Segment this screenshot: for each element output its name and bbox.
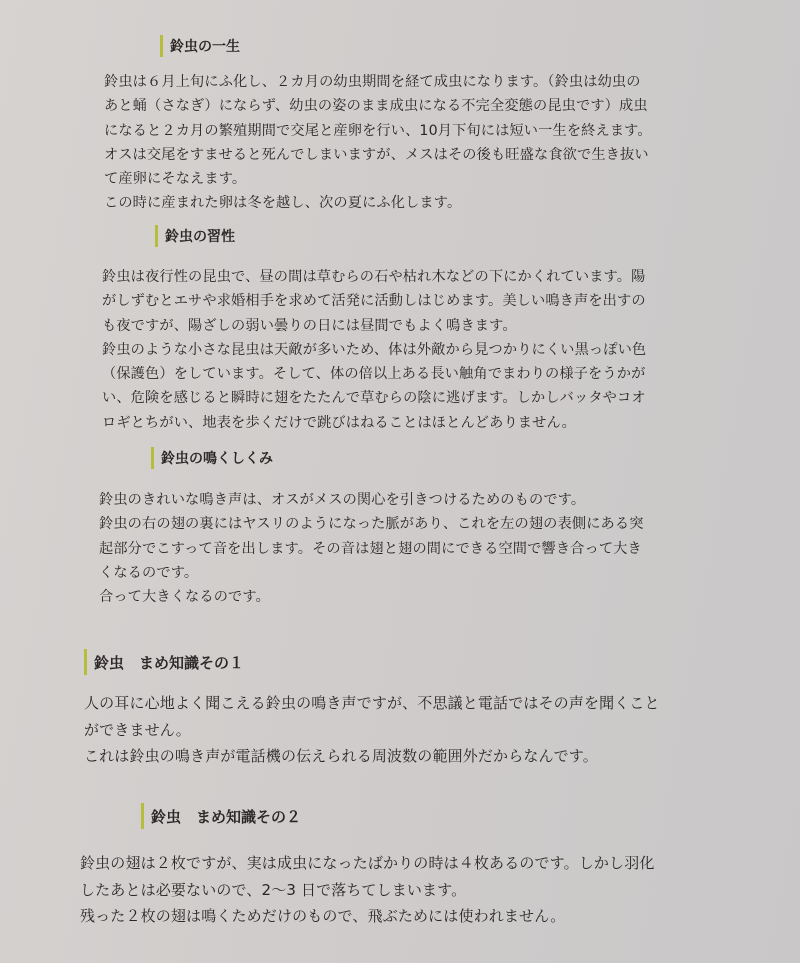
- paragraph-line: 鈴虫のような小さな昆虫は天敵が多いため、体は外敵から見つかりにくい黒っぽい色: [102, 341, 647, 358]
- paragraph-line: 鈴虫は６月上旬にふ化し、２カ月の幼虫期間を経て成虫になります。（鈴虫は幼虫の: [104, 74, 641, 90]
- heading-text: 鈴虫の鳴くしくみ: [161, 451, 273, 467]
- paragraph-line: 鈴虫の翅は２枚ですが、実は成虫になったばかりの時は４枚あるのです。しかし羽化: [80, 854, 655, 872]
- section-sound-mechanism: [99, 446, 644, 609]
- paragraph-line: これは鈴虫の鳴き声が電話機の伝えられる周波数の範囲外だからなんです。: [84, 747, 598, 765]
- section-heading: [84, 648, 660, 676]
- heading-text: 鈴虫の一生: [170, 39, 240, 55]
- paragraph-line: 起部分でこすって音を出します。その音は翅と翅の間にできる空間で響き合って大き: [99, 540, 642, 557]
- paragraph-line: オスは交尾をすませると死んでしまいますが、メスはその後も旺盛な食欲で生き抜い: [104, 146, 649, 163]
- paragraph-line: したあとは必要ないので、2〜3 日で落ちてしまいます。: [80, 880, 467, 899]
- paragraph-line: くなるのです。: [99, 564, 199, 581]
- heading-accent-bar: [155, 225, 158, 247]
- paragraph-line: がしずむとエサや求婚相手を求めて活発に活動しはじめます。美しい鳴き声を出すの: [102, 293, 646, 310]
- paragraph-line: 人の耳に心地よく聞こえる鈴虫の鳴き声ですが、不思議と電話ではその声を聞くこと: [84, 694, 660, 712]
- heading-accent-bar: [141, 803, 144, 829]
- section-heading: [155, 224, 646, 248]
- paragraph-line: 鈴虫のきれいな鳴き声は、オスがメスの関心を引きつけるためのものです。: [99, 492, 586, 508]
- paragraph-line: この時に産まれた卵は冬を越し、次の夏にふ化します。: [104, 195, 462, 212]
- paragraph-line: （保護色）をしています。そして、体の倍以上ある長い触角でまわりの様子をうかが: [102, 366, 646, 383]
- paragraph-line: 合って大きくなるのです。: [99, 589, 270, 606]
- paragraph-line: 残った２枚の翅は鳴くためだけのもので、飛ぶためには使われません。: [80, 907, 566, 925]
- heading-accent-bar: [151, 447, 154, 469]
- section-habits: [102, 224, 646, 435]
- paragraph-line: い、危険を感じると瞬時に翅をたたんで草むらの陰に逃げます。しかしバッタやコオ: [102, 390, 646, 407]
- paragraph-line: 鈴虫は夜行性の昆虫で、昼の間は草むらの石や枯れ木などの下にかくれています。陽: [102, 269, 646, 285]
- section-heading: [160, 34, 652, 58]
- section-heading: [141, 802, 655, 830]
- heading-accent-bar: [160, 35, 163, 57]
- section-trivia-2: [80, 802, 655, 930]
- heading-text: 鈴虫 まめ知識その２: [151, 807, 302, 826]
- paragraph-line: になると２カ月の繁殖期間で交尾と産卵を行い、10月下旬には短い一生を終えます。: [104, 122, 652, 139]
- heading-text: 鈴虫の習性: [165, 229, 235, 245]
- section-heading: [151, 446, 644, 470]
- heading-text: 鈴虫 まめ知識その１: [94, 653, 245, 672]
- paragraph-line: あと蛹（さなぎ）にならず、幼虫の姿のまま成虫になる不完全変態の昆虫です）成虫: [104, 98, 648, 115]
- paragraph-line: て産卵にそなえます。: [104, 171, 247, 188]
- heading-accent-bar: [84, 649, 87, 675]
- paragraph-line: も夜ですが、陽ざしの弱い曇りの日には昼間でもよく鳴きます。: [102, 317, 517, 334]
- paragraph-line: 鈴虫の右の翅の裏にはヤスリのようになった脈があり、これを左の翅の表側にある突: [99, 516, 644, 533]
- paragraph-line: ロギとちがい、地表を歩くだけで跳びはねることはほとんどありません。: [102, 414, 576, 431]
- section-life-cycle: [104, 34, 652, 216]
- section-trivia-1: [84, 648, 660, 770]
- paragraph-line: ができません。: [84, 720, 191, 739]
